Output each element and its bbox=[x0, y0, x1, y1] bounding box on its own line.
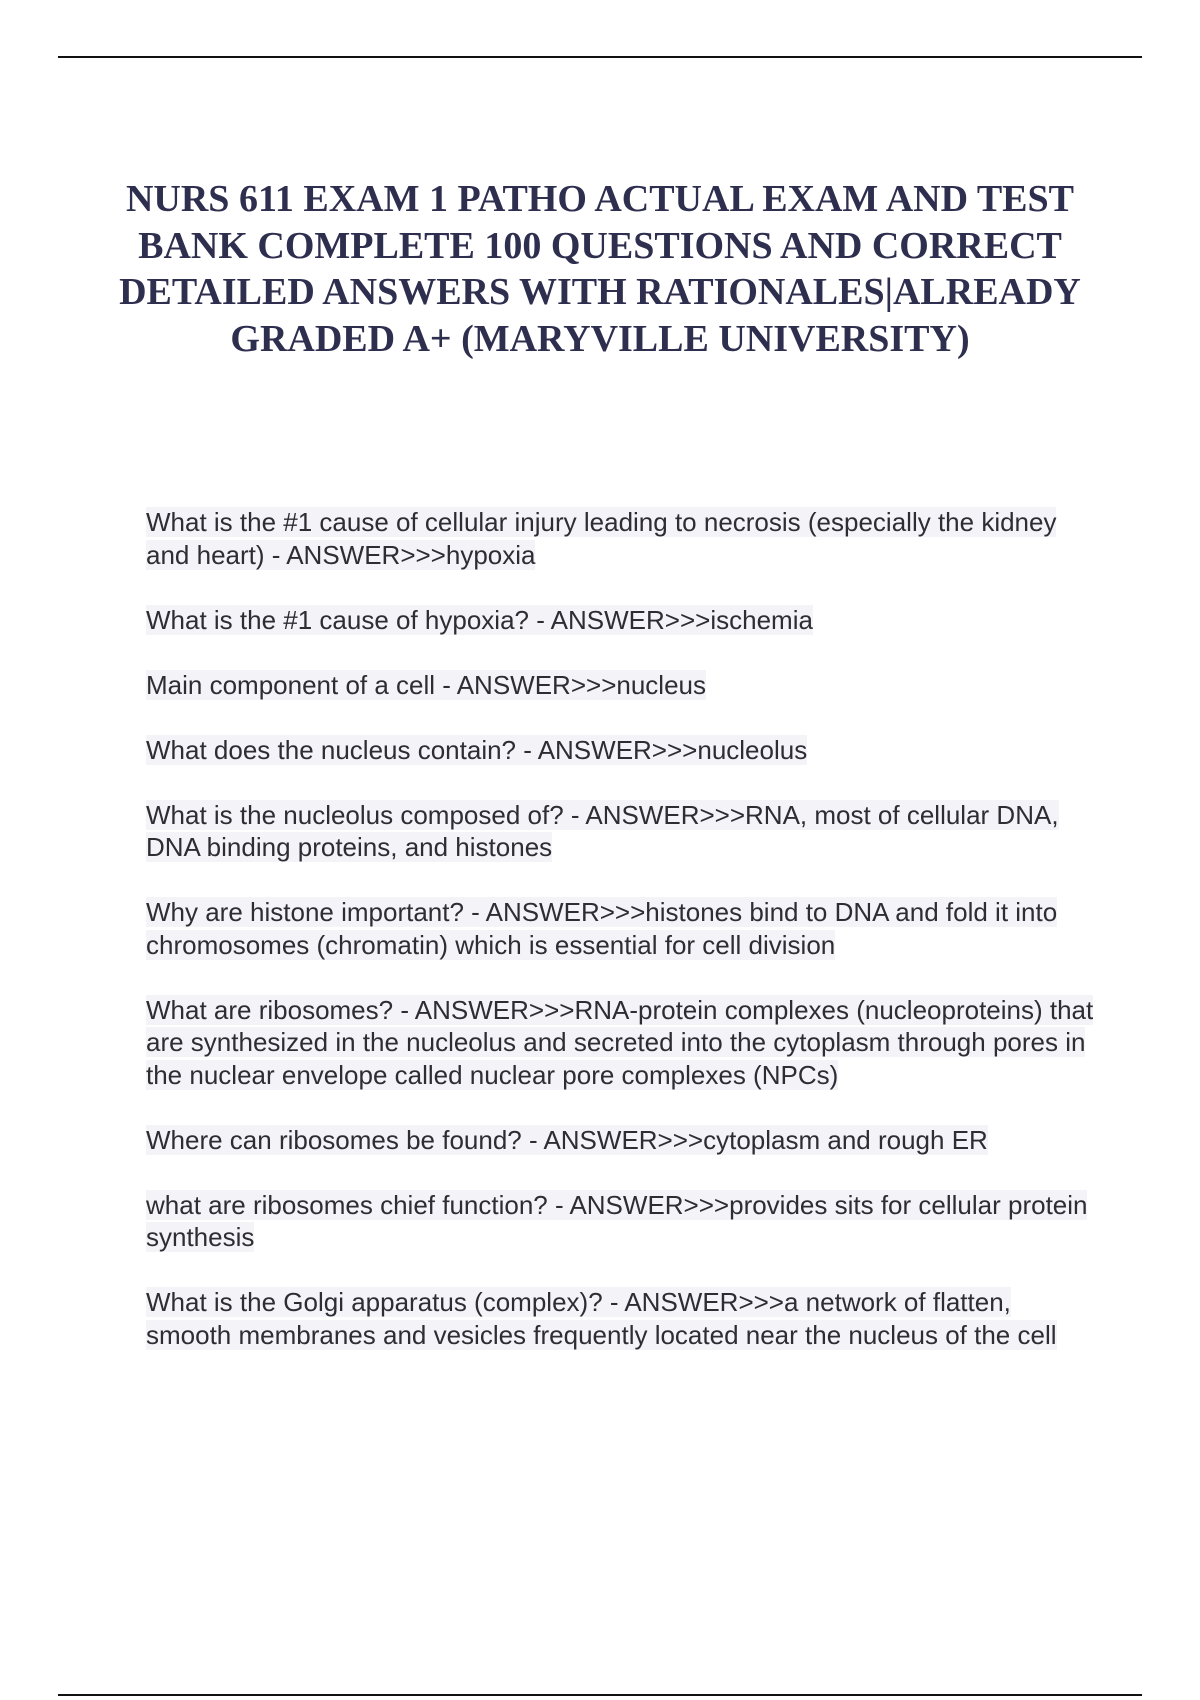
qa-item bbox=[146, 604, 1096, 637]
qa-text: What are ribosomes? - ANSWER>>>RNA-protein complexes (nucleoproteins) that are synthesized in the nucleolus and secreted into the cytoplasm through pores in the nuclear envelope called nuclear pore complexes (NPCs) bbox=[146, 994, 1094, 1090]
qa-text: Why are histone important? - ANSWER>>>histones bind to DNA and fold it into chromosomes (chromatin) which is essential for cell division bbox=[146, 897, 1058, 960]
qa-text: What is the nucleolus composed of? - ANSWER>>>RNA, most of cellular DNA, DNA binding proteins, and histones bbox=[146, 799, 1059, 862]
qa-text: What is the #1 cause of hypoxia? - ANSWER>>>ischemia bbox=[146, 604, 813, 635]
document-title: NURS 611 EXAM 1 PATHO ACTUAL EXAM AND TEST BANK COMPLETE 100 QUESTIONS AND CORRECT DETAILED ANSWERS WITH RATIONALES|ALREADY GRADED A+ (MARYVILLE UNIVERSITY) bbox=[119, 178, 1081, 360]
qa-item bbox=[146, 1189, 1096, 1254]
qa-text: Main component of a cell - ANSWER>>>nucleus bbox=[146, 669, 707, 700]
qa-text: What does the nucleus contain? - ANSWER>>>nucleolus bbox=[146, 734, 808, 765]
qa-item bbox=[146, 896, 1096, 961]
qa-text: What is the Golgi apparatus (complex)? - ANSWER>>>a network of flatten, smooth membranes and vesicles frequently located near the nucleus of the cell bbox=[146, 1287, 1057, 1350]
top-rule bbox=[58, 56, 1142, 58]
qa-text: What is the #1 cause of cellular injury leading to necrosis (especially the kidney and heart) - ANSWER>>>hypoxia bbox=[146, 507, 1057, 570]
question-answer-list bbox=[146, 506, 1096, 1384]
bottom-rule bbox=[58, 1694, 1142, 1696]
qa-item bbox=[146, 1286, 1096, 1351]
qa-item bbox=[146, 506, 1096, 571]
qa-item bbox=[146, 669, 1096, 702]
qa-item bbox=[146, 734, 1096, 767]
qa-text: what are ribosomes chief function? - ANSWER>>>provides sits for cellular protein synthesis bbox=[146, 1189, 1088, 1252]
qa-item bbox=[146, 1124, 1096, 1157]
qa-item bbox=[146, 994, 1096, 1092]
qa-item bbox=[146, 799, 1096, 864]
qa-text: Where can ribosomes be found? - ANSWER>>>cytoplasm and rough ER bbox=[146, 1124, 988, 1155]
